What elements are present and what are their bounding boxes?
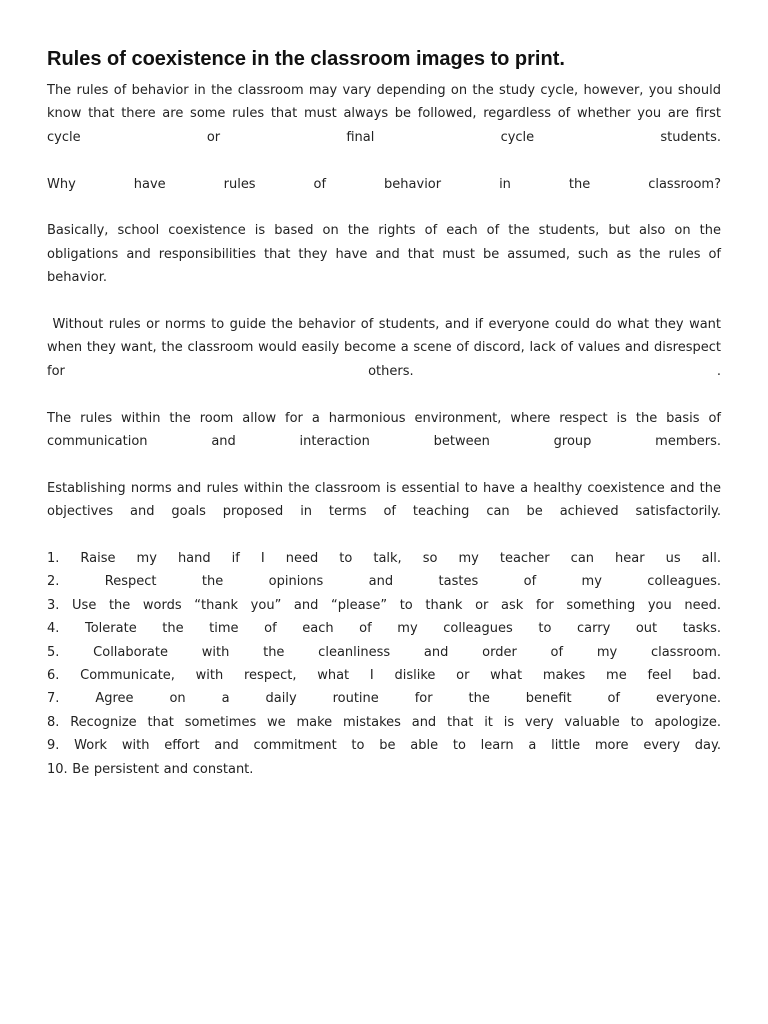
- list-item: 1. Raise my hand if I need to talk, so my teacher can hear us all.: [47, 551, 721, 567]
- list-item: 5. Collaborate with the cleanliness and order of my classroom.: [47, 644, 721, 660]
- list-item: 2. Respect the opinions and tastes of my colleagues.: [47, 574, 721, 590]
- question-heading: Why have rules of behavior in the classroom?: [47, 176, 721, 192]
- list-item: 9. Work with effort and commitment to be able to learn a little more every day.: [47, 738, 721, 754]
- establishing-paragraph: Establishing norms and rules within the classroom is essential to have a healthy coexistence and the objectives and goals proposed in terms of teaching can be achieved satisfactorily.: [47, 480, 721, 520]
- list-item: 6. Communicate, with respect, what I dislike or what makes me feel bad.: [47, 668, 721, 684]
- list-item: 10. Be persistent and constant.: [47, 761, 254, 777]
- document-page: [47, 44, 721, 781]
- coexistence-paragraph: Basically, school coexistence is based on the rights of each of the students, but also on the obligations and responsibilities that they have and that must be assumed, such as the rules of behavior.: [47, 223, 721, 286]
- list-item: 8. Recognize that sometimes we make mistakes and that it is very valuable to apologize.: [47, 714, 721, 730]
- harmonious-paragraph: The rules within the room allow for a harmonious environment, where respect is the basis of communication and interaction between group members.: [47, 410, 721, 450]
- document-title: Rules of coexistence in the classroom images to print.: [47, 48, 565, 70]
- without-rules-paragraph: Without rules or norms to guide the behavior of students, and if everyone could do what they want when they want, the classroom would easily become a scene of discord, lack of values and disrespect for others. .: [47, 317, 721, 379]
- list-item: 7. Agree on a daily routine for the benefit of everyone.: [47, 691, 721, 707]
- list-item: 3. Use the words “thank you” and “please” to thank or ask for something you need.: [47, 597, 721, 613]
- list-item: 4. Tolerate the time of each of my colleagues to carry out tasks.: [47, 621, 721, 637]
- intro-paragraph: The rules of behavior in the classroom may vary depending on the study cycle, however, you should know that there are some rules that must always be followed, regardless of whether you are first cycle or final cycle students.: [47, 83, 721, 145]
- rules-list: [47, 547, 721, 781]
